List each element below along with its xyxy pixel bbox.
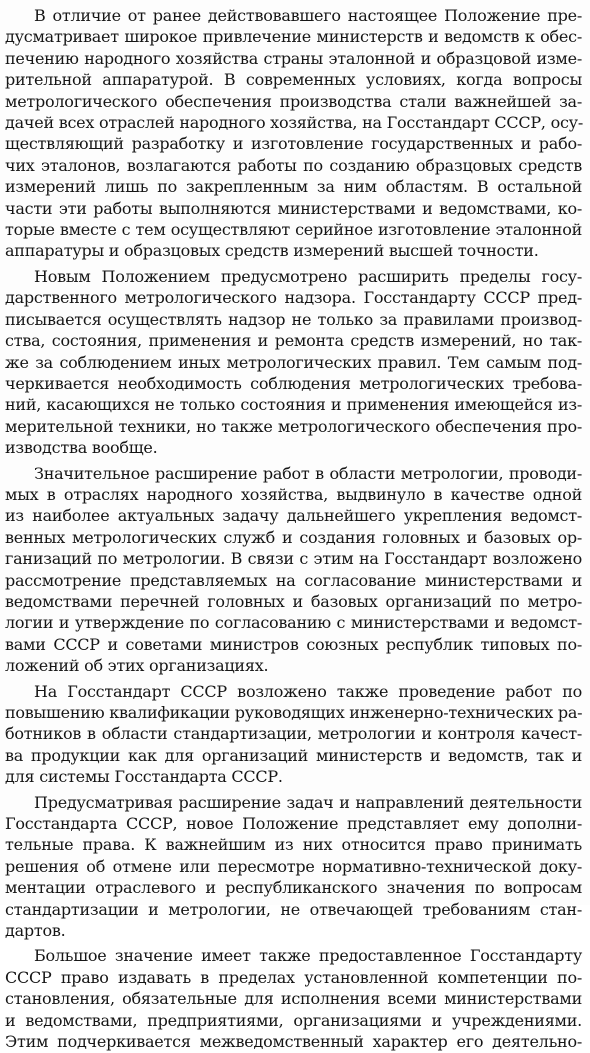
text-line: стандартизации и метрологии, не отвечающей требованиям стан-	[5, 899, 582, 919]
text-line: для системы Госстандарта СССР.	[5, 767, 283, 787]
paragraph-4	[5, 681, 582, 788]
text-line: ложений об этих организациях.	[5, 656, 269, 676]
text-line: ганизаций по метрологии. В связи с этим на Госстандарт возложено	[5, 549, 582, 569]
paragraph-6	[5, 945, 582, 1052]
text-line: метрологического обеспечения производства стали важнейшей за-	[5, 91, 582, 111]
text-line: повышению квалификации руководящих инженерно-технических ра-	[5, 703, 583, 722]
paragraph-1	[5, 5, 582, 262]
text-line: дарственного метрологического надзора. Госстандарту СССР пред-	[5, 288, 582, 308]
text-line: писывается осуществлять надзор не только за правилами производ-	[5, 309, 582, 329]
text-line: Госстандарта СССР, новое Положение представляет ему дополни-	[5, 814, 582, 834]
text-line: дачей всех отраслей народного хозяйства, на Госстандарт СССР, осу-	[5, 113, 583, 133]
text-line: В отличие от ранее действовавшего настоящее Положение пре-	[34, 6, 582, 25]
text-line: ществляющий разработку и изготовление государственных и рабо-	[5, 134, 582, 154]
text-line: дартов.	[5, 921, 66, 941]
text-line: ментации отраслевого и республиканского значения по вопросам	[5, 878, 582, 898]
text-line: же за соблюдением иных метрологических правил. Тем самым под-	[5, 352, 582, 372]
text-line: торые вместе с тем осуществляют серийное изготовление эталонной	[5, 220, 582, 240]
text-line: логии и утверждение по согласованию с министерствами и ведомст-	[5, 613, 582, 633]
text-line: На Госстандарт СССР возложено также проведение работ по	[34, 681, 582, 701]
text-line: венных метрологических служб и создания головных и базовых ор-	[5, 527, 582, 547]
text-line: ведомствами перечней головных и базовых организаций по метро-	[5, 591, 582, 611]
text-line: измерений лишь по закрепленным за ним областям. В остальной	[5, 177, 582, 197]
paragraph-2	[5, 266, 582, 459]
text-line: черкивается необходимость соблюдения метрологических требова-	[5, 373, 582, 393]
text-line: Большое значение имеет также предоставленное Госстандарту	[34, 946, 582, 966]
text-line: дусматривает широкое привлечение министерств и ведомств к обес-	[5, 27, 582, 47]
text-line: Предусматривая расширение задач и направлений деятельности	[34, 792, 582, 812]
text-line: аппаратуры и образцовых средств измерений высшей точности.	[5, 241, 539, 261]
text-line: ства, состояния, применения и ремонта средств измерений, но так-	[5, 331, 582, 351]
text-line: решения об отмене или пересмотре нормативно-технической доку-	[5, 856, 582, 876]
text-line: СССР право издавать в пределах установленной компетенции по-	[5, 967, 582, 987]
text-line: мых в отраслях народного хозяйства, выдвинуло в качестве одной	[5, 484, 582, 504]
text-line: тельные права. К важнейшим из них относится право принимать	[5, 835, 582, 855]
text-line: части эти работы выполняются министерствами и ведомствами, ко-	[5, 198, 582, 218]
text-line: ботников в области стандартизации, метрологии и контроля качест-	[5, 724, 582, 744]
text-line: чих эталонов, возлагаются работы по созданию образцовых средств	[5, 155, 582, 175]
text-line: Этим подчеркивается межведомственный характер его деятельно-	[5, 1032, 582, 1052]
text-line: рассмотрение представляемых на согласование министерствами и	[5, 570, 582, 590]
text-line: Новым Положением предусмотрено расширить пределы госу-	[34, 266, 582, 286]
text-line: из наиболее актуальных задачу дальнейшего укрепления ведомст-	[5, 506, 582, 526]
text-line: рительной аппаратурой. В современных условиях, когда вопросы	[5, 70, 582, 90]
text-line: печению народного хозяйства страны эталонной и образцовой измe-	[5, 48, 582, 68]
text-line: и ведомствами, предприятиями, организациями и учреждениями.	[5, 1010, 582, 1030]
text-line: Значительное расширение работ в области метрологии, проводи-	[34, 463, 582, 483]
text-line: мерительной техники, но также метрологического обеспечения про-	[5, 416, 582, 436]
text-line: ва продукции как для организаций министерств и ведомств, так и	[5, 745, 582, 765]
text-line: изводства вообще.	[5, 438, 158, 458]
text-line: ний, касающихся не только состояния и применения имеющейся из-	[5, 395, 582, 415]
paragraph-3	[5, 463, 582, 677]
text-line: вами СССР и советами министров союзных республик типовых по-	[5, 634, 582, 654]
paragraph-5	[5, 792, 582, 942]
text-line: становления, обязательные для исполнения всеми министерствами	[5, 989, 582, 1009]
